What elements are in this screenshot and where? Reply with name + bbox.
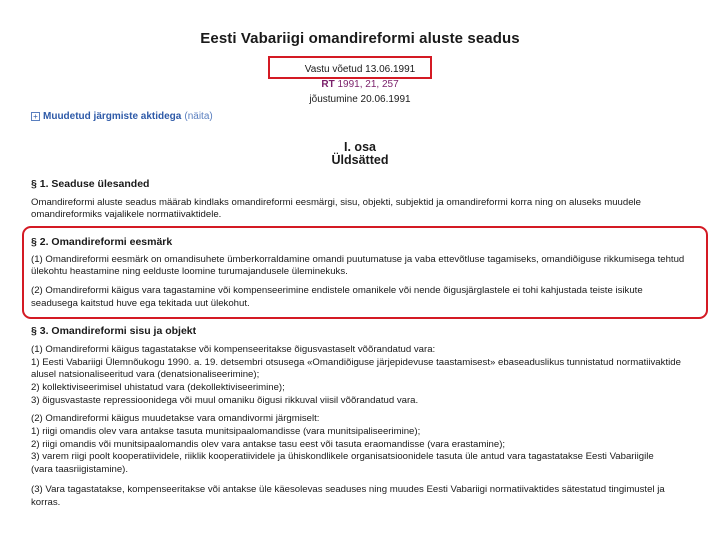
amendments-link[interactable]: Muudetud järgmiste aktidega bbox=[43, 111, 182, 122]
document-title: Eesti Vabariigi omandireformi aluste seadus bbox=[200, 30, 520, 47]
section-3-line: 2) kollektiviseerimisel uhistatud vara (dekollektiviseerimine); bbox=[31, 382, 285, 393]
section-3-line: 3) varem riigi poolt kooperatiividele, riiklik kooperatiividele ja ühiskondlikele organisatsioonidele tasuta üle antud vara tagastatakse Eesti Vabariigile bbox=[31, 451, 654, 462]
section-1-heading: § 1. Seaduse ülesanded bbox=[31, 178, 150, 190]
section-3-line: (vara taasriigistamine). bbox=[31, 464, 129, 475]
section-3-line: (3) Vara tagastatakse, kompenseeritakse või antakse üle käesolevas seaduses ning muudes Eesti Vabariigi normatiivaktides sätestatud tingimustel ja bbox=[31, 484, 665, 495]
section-2-line: (2) Omandireformi käigus vara tagastamine või kompenseerimine endistele omanikele või nende õigusjärglastele ei tohi kahjustada teiste isikute bbox=[31, 285, 643, 296]
section-3-line: (2) Omandireformi käigus muudetakse vara omandivormi järgmiselt: bbox=[31, 413, 320, 424]
show-toggle-link[interactable]: (näita) bbox=[184, 111, 213, 122]
section-1-line: omandireformiks vajalikele normatiivaktidele. bbox=[31, 209, 222, 220]
in-force-date: jõustumine 20.06.1991 bbox=[309, 94, 411, 105]
adoption-date: Vastu võetud 13.06.1991 bbox=[304, 64, 416, 75]
section-3-line: 1) riigi omandis olev vara antakse tasuta munitsipaalomandisse (vara munitsipaliseerimine); bbox=[31, 426, 421, 437]
section-3-line: 3) õigusvastaste repressioonidega või muul omaniku õigusi rikkuval viisil võõrandatud vara. bbox=[31, 395, 419, 406]
section-3-line: (1) Omandireformi käigus tagastatakse või kompenseeritakse õigusvastaselt võõrandatud vara: bbox=[31, 344, 436, 355]
rt-reference[interactable] bbox=[0, 79, 720, 90]
section-1-line: Omandireformi aluste seadus määrab kindlaks omandireformi eesmärgi, sisu, objekti, subjektid ja omandireformi korra ning on aluseks muudele bbox=[31, 197, 642, 208]
section-2-line: (1) Omandireformi eesmärk on omandisuhete ümberkorraldamine omandi puutumatuse ja vaba ettevõtluse tagamiseks, omandiõiguse rikkumisega tehtud bbox=[31, 254, 685, 265]
section-3-line: korras. bbox=[31, 497, 61, 508]
part-name: Üldsätted bbox=[331, 153, 389, 167]
section-2-line: seadusega kaitstud huve ega tekitada uut ülekohut. bbox=[31, 298, 250, 309]
amendments-toggle[interactable] bbox=[31, 111, 213, 122]
part-number: I. osa bbox=[344, 140, 376, 154]
section-2-line: ülekohtu heastamine ning eelduste loomine turumajandusele üleminekuks. bbox=[31, 266, 348, 277]
rt-prefix: RT bbox=[321, 79, 335, 90]
section-3-line: 2) riigi omandis või munitsipaalomandis olev vara antakse tasu eest või tasuta eraomandisse (vara erastamine); bbox=[31, 439, 506, 450]
rt-number: 1991, 21, 257 bbox=[337, 79, 399, 90]
section-2-heading: § 2. Omandireformi eesmärk bbox=[31, 236, 173, 248]
section-3-line: alusel natsionaliseeritud vara (denatsionaliseerimine); bbox=[31, 369, 260, 380]
section-3-heading: § 3. Omandireformi sisu ja objekt bbox=[31, 325, 197, 337]
expand-plus-icon[interactable]: + bbox=[31, 112, 40, 121]
section-3-line: 1) Eesti Vabariigi Ülemnõukogu 1990. a. 19. detsembri otsusega «Omandiõiguse järjepidevuse taastamisest» ebaseaduslikus tunnistatud normatiivaktide bbox=[31, 357, 681, 368]
